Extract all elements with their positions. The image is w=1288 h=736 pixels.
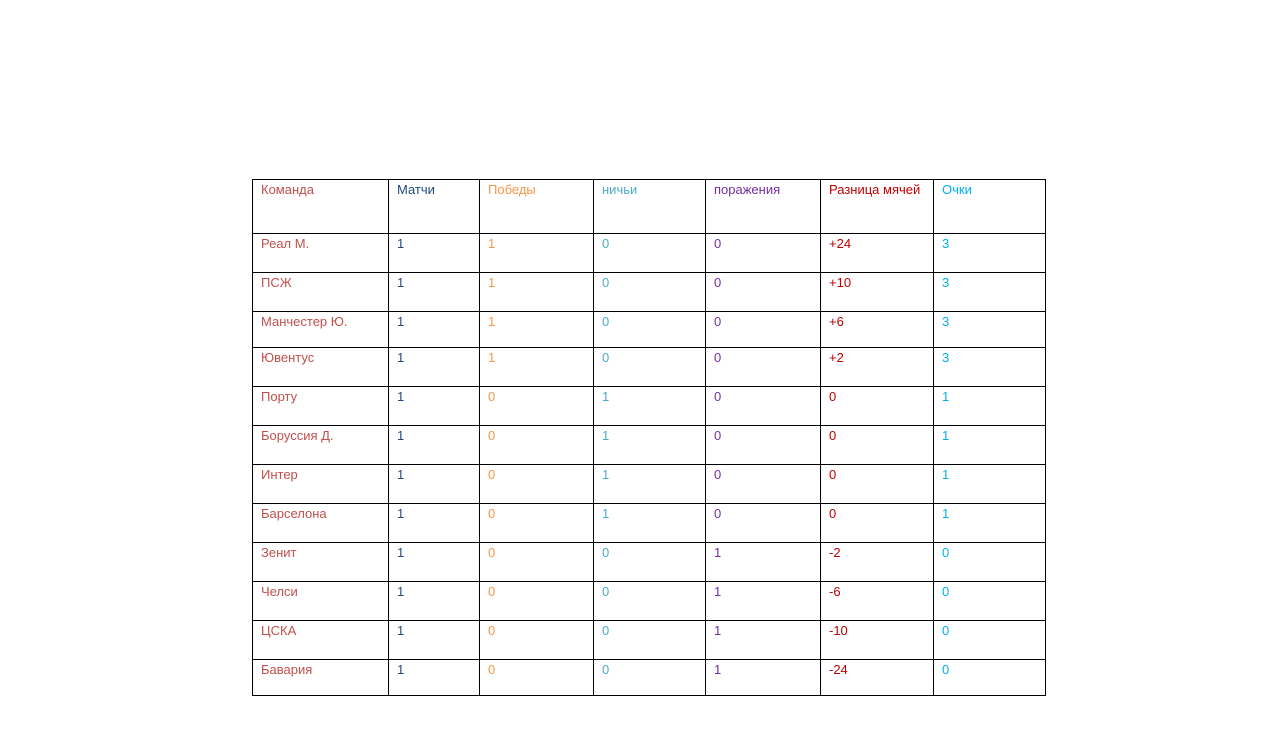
cell-losses — [706, 387, 821, 426]
cell-value-draws: 1 — [602, 506, 610, 521]
cell-points — [934, 273, 1046, 312]
cell-value-losses: 1 — [714, 584, 722, 599]
cell-value-goal-difference: -2 — [829, 545, 841, 560]
cell-value-team: Боруссия Д. — [261, 428, 334, 443]
cell-draws — [594, 582, 706, 621]
cell-value-losses: 0 — [714, 350, 722, 365]
cell-value-matches: 1 — [397, 623, 405, 638]
cell-value-team: Барселона — [261, 506, 327, 521]
cell-value-team: ЦСКА — [261, 623, 297, 638]
cell-draws — [594, 348, 706, 387]
table-row — [253, 387, 1046, 426]
cell-value-goal-difference: -6 — [829, 584, 841, 599]
cell-value-wins: 1 — [488, 314, 496, 329]
header-cell-matches — [389, 180, 480, 234]
cell-value-team: Бавария — [261, 662, 313, 677]
cell-draws — [594, 504, 706, 543]
cell-wins — [480, 234, 594, 273]
cell-value-losses: 1 — [714, 662, 722, 677]
cell-value-points: 3 — [942, 275, 950, 290]
cell-points — [934, 234, 1046, 273]
cell-value-points: 0 — [942, 545, 950, 560]
cell-losses — [706, 660, 821, 696]
cell-goal-difference — [821, 273, 934, 312]
cell-value-points: 1 — [942, 428, 950, 443]
cell-value-wins: 0 — [488, 584, 496, 599]
cell-wins — [480, 582, 594, 621]
cell-wins — [480, 348, 594, 387]
cell-value-goal-difference: 0 — [829, 389, 837, 404]
cell-draws — [594, 621, 706, 660]
cell-draws — [594, 660, 706, 696]
cell-value-draws: 1 — [602, 428, 610, 443]
cell-value-points: 1 — [942, 506, 950, 521]
cell-value-wins: 0 — [488, 467, 496, 482]
cell-wins — [480, 621, 594, 660]
cell-goal-difference — [821, 465, 934, 504]
cell-wins — [480, 543, 594, 582]
cell-value-wins: 0 — [488, 662, 496, 677]
cell-value-draws: 0 — [602, 584, 610, 599]
cell-team — [253, 621, 389, 660]
cell-losses — [706, 582, 821, 621]
cell-team — [253, 582, 389, 621]
cell-matches — [389, 348, 480, 387]
header-cell-team — [253, 180, 389, 234]
cell-team — [253, 234, 389, 273]
cell-points — [934, 426, 1046, 465]
header-label-matches: Матчи — [397, 182, 435, 197]
cell-draws — [594, 465, 706, 504]
header-cell-goal-difference — [821, 180, 934, 234]
cell-value-draws: 1 — [602, 467, 610, 482]
cell-value-team: Порту — [261, 389, 298, 404]
cell-value-team: Интер — [261, 467, 298, 482]
cell-matches — [389, 582, 480, 621]
cell-value-losses: 0 — [714, 389, 722, 404]
cell-value-goal-difference: 0 — [829, 467, 837, 482]
table-row — [253, 543, 1046, 582]
cell-value-matches: 1 — [397, 389, 405, 404]
cell-wins — [480, 660, 594, 696]
cell-goal-difference — [821, 234, 934, 273]
cell-draws — [594, 312, 706, 348]
cell-losses — [706, 312, 821, 348]
cell-matches — [389, 426, 480, 465]
cell-wins — [480, 312, 594, 348]
cell-points — [934, 543, 1046, 582]
cell-value-team: Челси — [261, 584, 298, 599]
cell-value-team: Манчестер Ю. — [261, 314, 348, 329]
cell-value-goal-difference: -10 — [829, 623, 848, 638]
cell-value-losses: 0 — [714, 275, 722, 290]
cell-goal-difference — [821, 582, 934, 621]
header-label-goal-difference: Разница мячей — [829, 182, 921, 197]
cell-matches — [389, 312, 480, 348]
cell-value-losses: 0 — [714, 236, 722, 251]
cell-value-draws: 0 — [602, 350, 610, 365]
cell-value-losses: 0 — [714, 506, 722, 521]
cell-wins — [480, 465, 594, 504]
cell-matches — [389, 273, 480, 312]
table-row — [253, 582, 1046, 621]
cell-value-points: 3 — [942, 350, 950, 365]
cell-value-wins: 1 — [488, 236, 496, 251]
cell-value-matches: 1 — [397, 428, 405, 443]
cell-value-points: 0 — [942, 623, 950, 638]
cell-value-draws: 0 — [602, 236, 610, 251]
cell-value-points: 1 — [942, 467, 950, 482]
header-label-team: Команда — [261, 182, 314, 197]
cell-wins — [480, 387, 594, 426]
header-cell-draws — [594, 180, 706, 234]
cell-wins — [480, 426, 594, 465]
cell-value-losses: 1 — [714, 545, 722, 560]
cell-value-losses: 0 — [714, 467, 722, 482]
cell-matches — [389, 465, 480, 504]
cell-losses — [706, 426, 821, 465]
cell-draws — [594, 273, 706, 312]
cell-value-team: Ювентус — [261, 350, 315, 365]
cell-losses — [706, 504, 821, 543]
cell-losses — [706, 348, 821, 387]
cell-value-losses: 0 — [714, 428, 722, 443]
cell-draws — [594, 234, 706, 273]
cell-draws — [594, 426, 706, 465]
table-row — [253, 660, 1046, 696]
cell-value-wins: 0 — [488, 506, 496, 521]
cell-value-losses: 1 — [714, 623, 722, 638]
table-row — [253, 504, 1046, 543]
cell-goal-difference — [821, 387, 934, 426]
cell-team — [253, 312, 389, 348]
cell-goal-difference — [821, 312, 934, 348]
cell-value-matches: 1 — [397, 236, 405, 251]
table-row — [253, 348, 1046, 387]
cell-goal-difference — [821, 348, 934, 387]
header-cell-wins — [480, 180, 594, 234]
cell-matches — [389, 387, 480, 426]
cell-value-matches: 1 — [397, 584, 405, 599]
cell-value-matches: 1 — [397, 467, 405, 482]
header-cell-losses — [706, 180, 821, 234]
standings-table-body — [253, 180, 1046, 696]
cell-team — [253, 660, 389, 696]
cell-team — [253, 465, 389, 504]
cell-points — [934, 621, 1046, 660]
cell-value-team: ПСЖ — [261, 275, 292, 290]
cell-points — [934, 504, 1046, 543]
cell-value-points: 0 — [942, 584, 950, 599]
cell-value-points: 0 — [942, 662, 950, 677]
cell-goal-difference — [821, 504, 934, 543]
cell-points — [934, 465, 1046, 504]
cell-value-draws: 1 — [602, 389, 610, 404]
cell-wins — [480, 273, 594, 312]
cell-goal-difference — [821, 660, 934, 696]
cell-matches — [389, 621, 480, 660]
cell-points — [934, 582, 1046, 621]
cell-losses — [706, 543, 821, 582]
standings-table — [252, 179, 1046, 696]
cell-team — [253, 504, 389, 543]
cell-value-draws: 0 — [602, 275, 610, 290]
cell-value-wins: 0 — [488, 623, 496, 638]
cell-value-team: Реал М. — [261, 236, 310, 251]
cell-points — [934, 660, 1046, 696]
cell-points — [934, 387, 1046, 426]
cell-value-goal-difference: 0 — [829, 428, 837, 443]
cell-value-draws: 0 — [602, 623, 610, 638]
cell-value-team: Зенит — [261, 545, 297, 560]
cell-value-losses: 0 — [714, 314, 722, 329]
cell-goal-difference — [821, 426, 934, 465]
cell-value-draws: 0 — [602, 545, 610, 560]
cell-losses — [706, 465, 821, 504]
cell-draws — [594, 387, 706, 426]
cell-value-matches: 1 — [397, 662, 405, 677]
cell-value-goal-difference: +10 — [829, 275, 852, 290]
cell-points — [934, 312, 1046, 348]
header-label-points: Очки — [942, 182, 972, 197]
header-label-losses: поражения — [714, 182, 781, 197]
cell-value-goal-difference: +6 — [829, 314, 844, 329]
cell-value-draws: 0 — [602, 314, 610, 329]
cell-value-goal-difference: +24 — [829, 236, 852, 251]
cell-draws — [594, 543, 706, 582]
cell-value-wins: 1 — [488, 350, 496, 365]
table-header-row — [253, 180, 1046, 234]
table-row — [253, 426, 1046, 465]
cell-matches — [389, 660, 480, 696]
cell-matches — [389, 234, 480, 273]
cell-goal-difference — [821, 621, 934, 660]
table-row — [253, 234, 1046, 273]
cell-goal-difference — [821, 543, 934, 582]
cell-points — [934, 348, 1046, 387]
cell-value-draws: 0 — [602, 662, 610, 677]
cell-value-matches: 1 — [397, 506, 405, 521]
cell-losses — [706, 621, 821, 660]
cell-team — [253, 273, 389, 312]
cell-value-matches: 1 — [397, 545, 405, 560]
cell-value-matches: 1 — [397, 314, 405, 329]
header-label-wins: Победы — [488, 182, 536, 197]
cell-team — [253, 543, 389, 582]
table-row — [253, 312, 1046, 348]
cell-value-matches: 1 — [397, 350, 405, 365]
header-cell-points — [934, 180, 1046, 234]
cell-value-wins: 1 — [488, 275, 496, 290]
cell-value-points: 3 — [942, 236, 950, 251]
cell-value-matches: 1 — [397, 275, 405, 290]
cell-matches — [389, 543, 480, 582]
cell-value-wins: 0 — [488, 545, 496, 560]
cell-value-wins: 0 — [488, 428, 496, 443]
cell-value-points: 1 — [942, 389, 950, 404]
cell-value-goal-difference: -24 — [829, 662, 848, 677]
table-row — [253, 621, 1046, 660]
cell-value-goal-difference: +2 — [829, 350, 844, 365]
cell-losses — [706, 234, 821, 273]
cell-team — [253, 426, 389, 465]
cell-value-wins: 0 — [488, 389, 496, 404]
cell-team — [253, 348, 389, 387]
table-row — [253, 465, 1046, 504]
cell-value-points: 3 — [942, 314, 950, 329]
header-label-draws: ничьи — [602, 182, 638, 197]
table-row — [253, 273, 1046, 312]
cell-matches — [389, 504, 480, 543]
cell-losses — [706, 273, 821, 312]
cell-wins — [480, 504, 594, 543]
cell-team — [253, 387, 389, 426]
cell-value-goal-difference: 0 — [829, 506, 837, 521]
